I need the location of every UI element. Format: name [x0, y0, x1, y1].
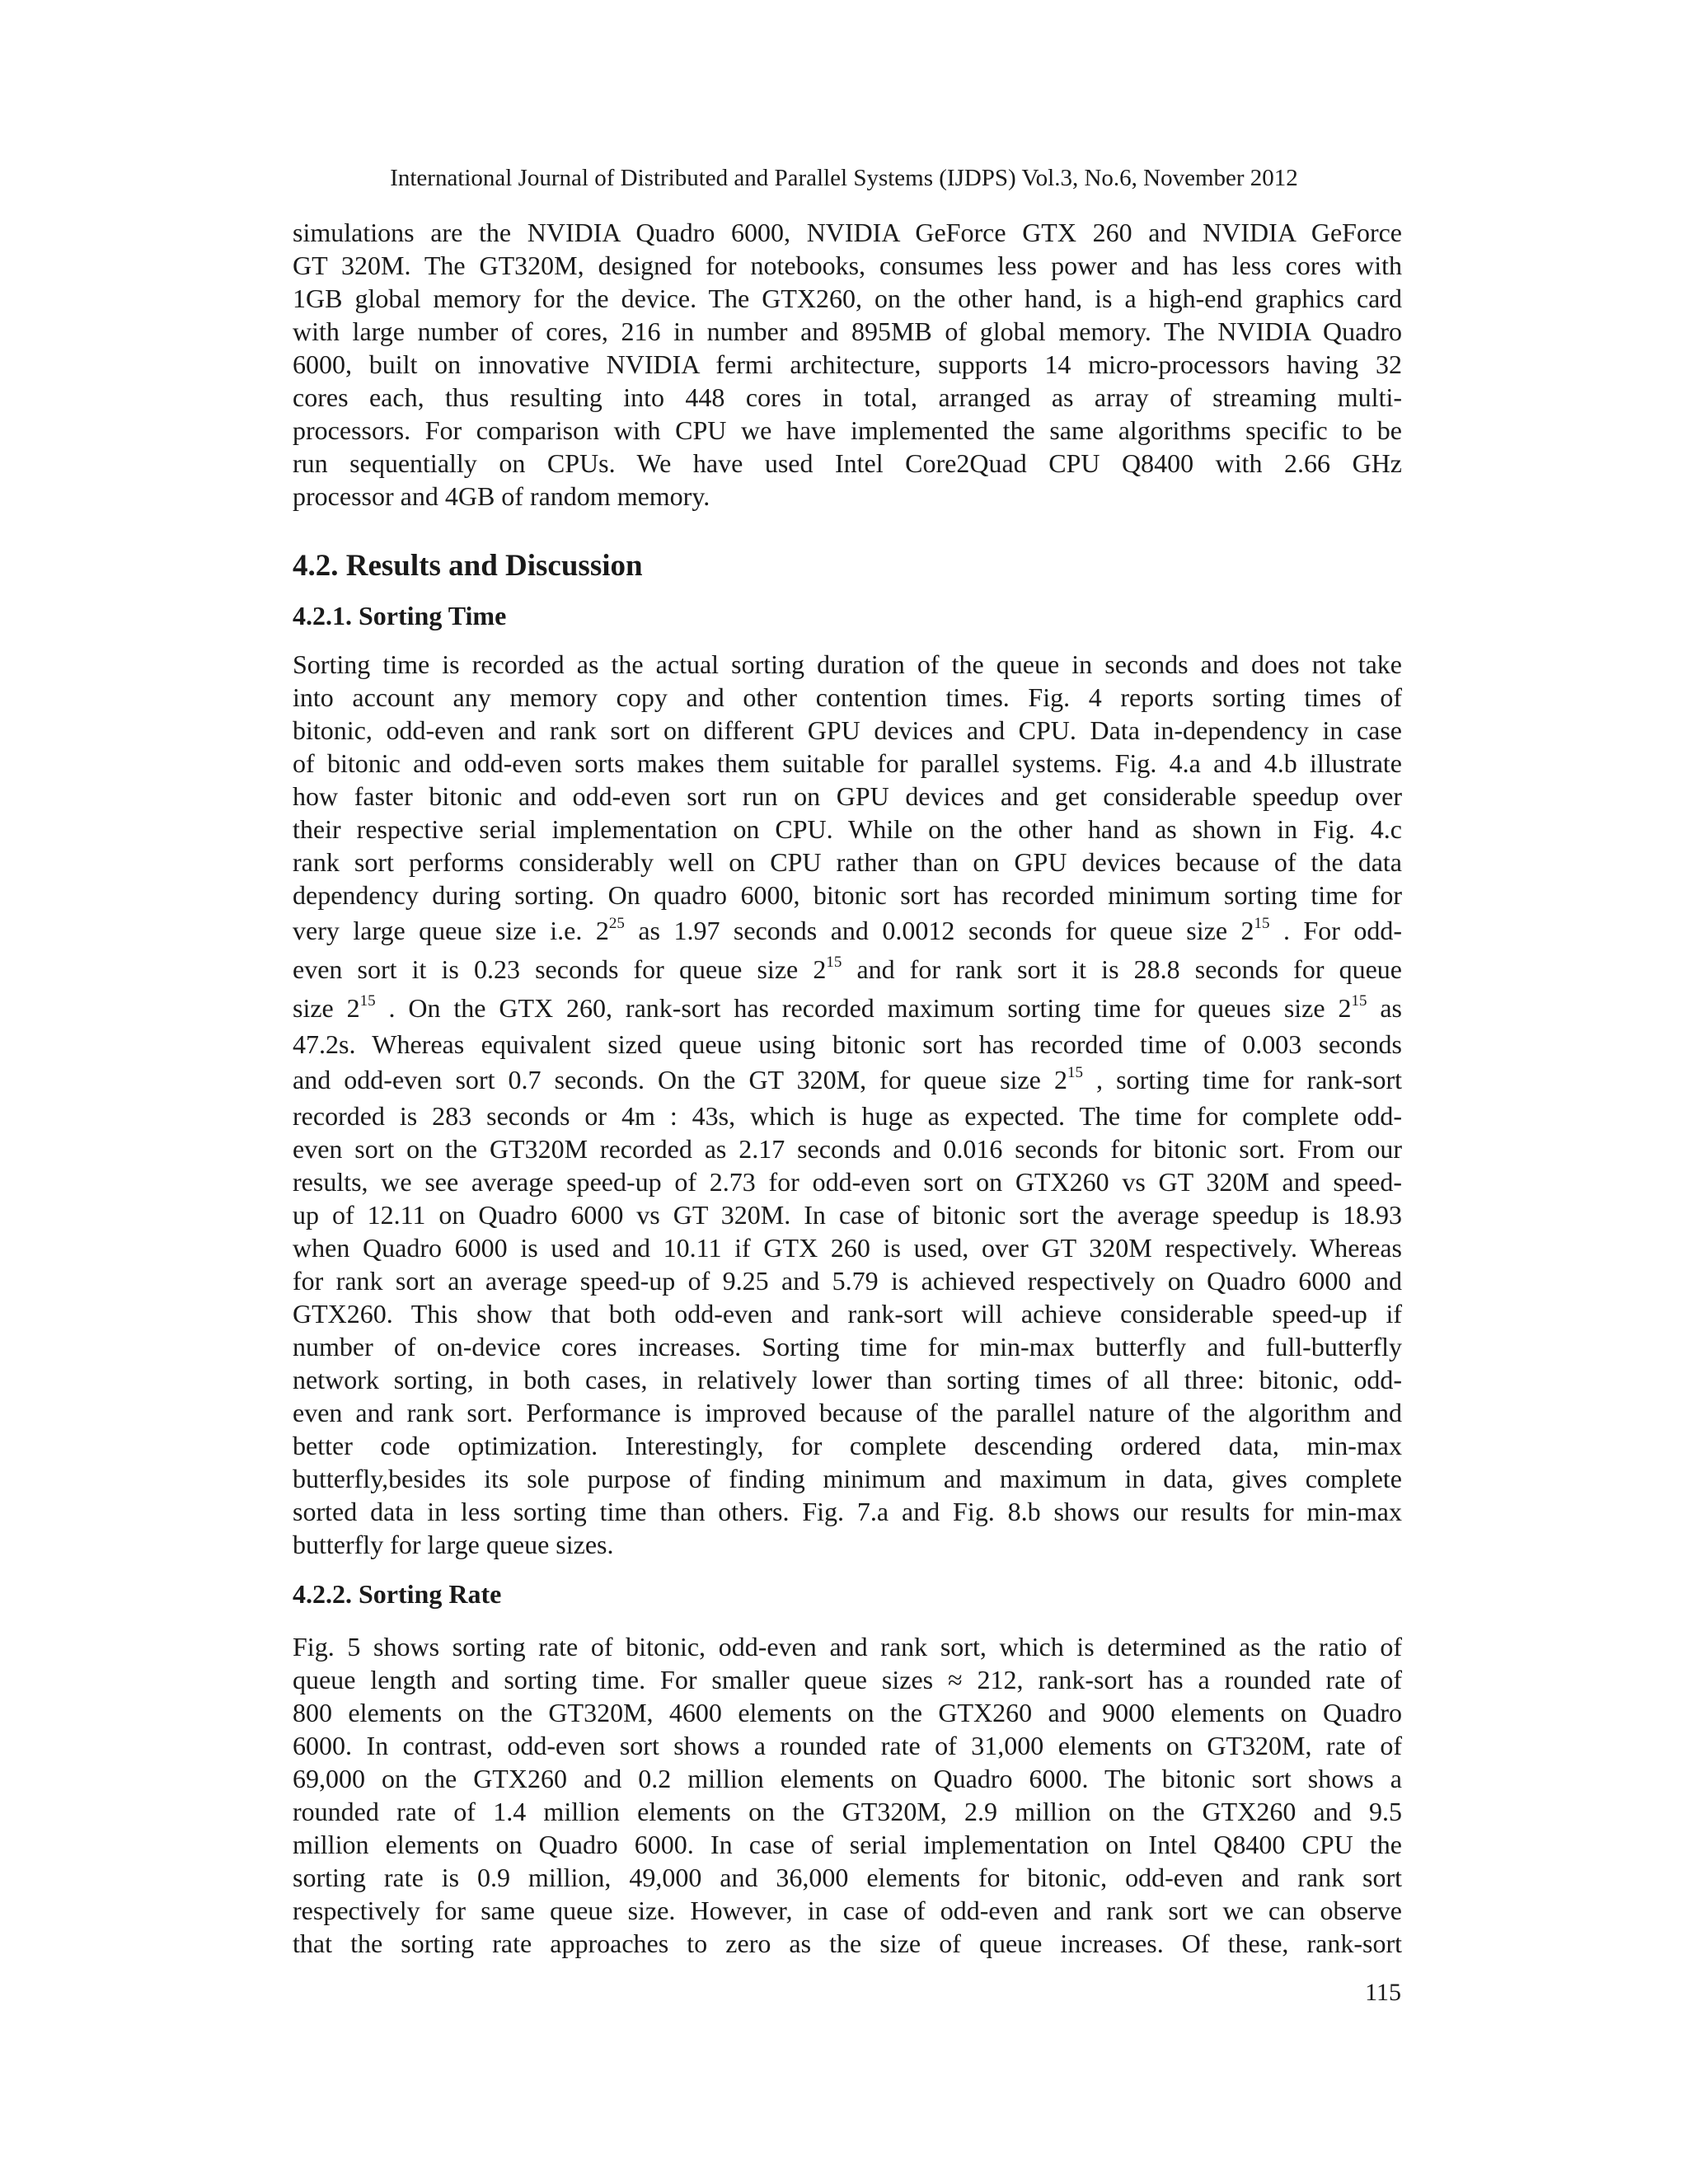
- text-line: dependency during sorting. On quadro 6000, bitonic sort has recorded minimum sorting time for: [293, 880, 1402, 910]
- text-line: 6000. In contrast, odd-even sort shows a rounded rate of 31,000 elements on GT320M, rate of: [293, 1731, 1402, 1760]
- text-line-with-exponent: [293, 912, 1402, 950]
- text-line: their respective serial implementation on CPU. While on the other hand as shown in Fig. 4.c: [293, 814, 1402, 844]
- subsection-heading-sorting-rate: 4.2.2. Sorting Rate: [293, 1579, 502, 1609]
- text-line: 69,000 on the GTX260 and 0.2 million elements on Quadro 6000. The bitonic sort shows a: [293, 1764, 1402, 1793]
- text-line: for rank sort an average speed-up of 9.25 and 5.79 is achieved respectively on Quadro 6000 and: [293, 1266, 1402, 1296]
- sorting-rate-paragraph: [293, 1630, 1402, 1960]
- text-line: results, we see average speed-up of 2.73 for odd-even sort on GTX260 vs GT 320M and speed-: [293, 1167, 1402, 1197]
- intro-paragraph: [293, 216, 1402, 513]
- text-line: GTX260. This show that both odd-even and rank-sort will achieve considerable speed-up if: [293, 1299, 1402, 1329]
- text-line: 47.2s. Whereas equivalent sized queue using bitonic sort has recorded time of 0.003 seconds: [293, 1029, 1402, 1059]
- text-line: recorded is 283 seconds or 4m : 43s, which is huge as expected. The time for complete odd-: [293, 1101, 1402, 1131]
- text-line: even and rank sort. Performance is improved because of the parallel nature of the algorithm and: [293, 1398, 1402, 1427]
- text-line: sorting rate is 0.9 million, 49,000 and 36,000 elements for bitonic, odd-even and rank sort: [293, 1863, 1402, 1892]
- text-line: cores each, thus resulting into 448 cores in total, arranged as array of streaming multi-: [293, 382, 1402, 412]
- text-line: queue length and sorting time. For smaller queue sizes ≈ 212, rank-sort has a rounded rate of: [293, 1665, 1402, 1694]
- text-line: with large number of cores, 216 in number and 895MB of global memory. The NVIDIA Quadro: [293, 316, 1402, 346]
- text-line: million elements on Quadro 6000. In case of serial implementation on Intel Q8400 CPU the: [293, 1830, 1402, 1859]
- exponent: 15: [359, 992, 376, 1010]
- section-heading: 4.2. Results and Discussion: [293, 549, 643, 583]
- text-segment: as: [1367, 993, 1403, 1023]
- text-line-with-exponent: [293, 1061, 1402, 1099]
- exponent: 25: [608, 915, 625, 933]
- text-line: of bitonic and odd-even sorts makes them suitable for parallel systems. Fig. 4.a and 4.b illustrate: [293, 748, 1402, 778]
- text-line: rank sort performs considerably well on CPU rather than on GPU devices because of the data: [293, 847, 1402, 877]
- text-line: sorted data in less sorting time than others. Fig. 7.a and Fig. 8.b shows our results for min-max: [293, 1497, 1402, 1526]
- text-line: butterfly for large queue sizes.: [293, 1530, 614, 1559]
- text-segment: . On the GTX 260, rank-sort has recorded maximum sorting time for queues size: [375, 993, 1339, 1023]
- text-line: simulations are the NVIDIA Quadro 6000, NVIDIA GeForce GTX 260 and NVIDIA GeForce: [293, 218, 1402, 247]
- text-segment: even sort it is 0.23 seconds for queue size: [293, 954, 814, 984]
- text-segment: as 1.97 seconds and 0.0012 seconds for queue size: [624, 916, 1241, 945]
- text-line: better code optimization. Interestingly, for complete descending ordered data, min-max: [293, 1431, 1402, 1460]
- text-line: into account any memory copy and other contention times. Fig. 4 reports sorting times of: [293, 682, 1402, 712]
- power-base: 2: [595, 916, 609, 945]
- text-line: when Quadro 6000 is used and 10.11 if GTX 260 is used, over GT 320M respectively. Whereas: [293, 1233, 1402, 1263]
- text-line: bitonic, odd-even and rank sort on different GPU devices and CPU. Data in-dependency in case: [293, 715, 1402, 745]
- text-line-with-exponent: [293, 989, 1402, 1028]
- text-line: number of on-device cores increases. Sorting time for min-max butterfly and full-butterfly: [293, 1332, 1402, 1361]
- text-line: 6000, built on innovative NVIDIA fermi architecture, supports 14 micro-processors having 32: [293, 349, 1402, 379]
- text-segment: . For odd-: [1269, 916, 1403, 945]
- text-line: how faster bitonic and odd-even sort run on GPU devices and get considerable speedup over: [293, 781, 1402, 811]
- power-base: 2: [1240, 916, 1254, 945]
- text-line: even sort on the GT320M recorded as 2.17 seconds and 0.016 seconds for bitonic sort. From our: [293, 1134, 1402, 1164]
- text-line: rounded rate of 1.4 million elements on the GT320M, 2.9 million on the GTX260 and 9.5: [293, 1797, 1402, 1826]
- text-segment: , sorting time for rank-sort: [1082, 1065, 1403, 1094]
- text-line: run sequentially on CPUs. We have used Intel Core2Quad CPU Q8400 with 2.66 GHz: [293, 448, 1402, 478]
- power-base: 2: [346, 993, 360, 1023]
- exponent: 15: [1351, 992, 1367, 1010]
- text-line: that the sorting rate approaches to zero as the size of queue increases. Of these, rank-sort: [293, 1929, 1402, 1958]
- exponent: 15: [1254, 915, 1270, 933]
- power-base: 2: [1053, 1065, 1067, 1094]
- text-line: GT 320M. The GT320M, designed for notebooks, consumes less power and has less cores with: [293, 251, 1402, 280]
- text-line: 1GB global memory for the device. The GTX260, on the other hand, is a high-end graphics card: [293, 284, 1402, 313]
- exponent: 15: [826, 954, 842, 972]
- exponent: 15: [1067, 1064, 1083, 1082]
- text-line: processor and 4GB of random memory.: [293, 481, 710, 511]
- text-line: respectively for same queue size. However, in case of odd-even and rank sort we can observe: [293, 1896, 1402, 1925]
- text-line: Sorting time is recorded as the actual sorting duration of the queue in seconds and does not take: [293, 649, 1402, 679]
- power-base: 2: [1338, 993, 1352, 1023]
- text-line: network sorting, in both cases, in relatively lower than sorting times of all three: bitonic, odd-: [293, 1365, 1402, 1394]
- text-line: butterfly,besides its sole purpose of finding minimum and maximum in data, gives complete: [293, 1464, 1402, 1493]
- text-segment: and odd-even sort 0.7 seconds. On the GT 320M, for queue size: [293, 1065, 1054, 1094]
- text-line: 800 elements on the GT320M, 4600 elements on the GTX260 and 9000 elements on Quadro: [293, 1698, 1402, 1727]
- text-line: up of 12.11 on Quadro 6000 vs GT 320M. In case of bitonic sort the average speedup is 18.93: [293, 1200, 1402, 1230]
- text-line: Fig. 5 shows sorting rate of bitonic, odd-even and rank sort, which is determined as the ratio of: [293, 1632, 1402, 1661]
- sorting-time-paragraph: [293, 648, 1402, 1561]
- text-line-with-exponent: [293, 950, 1402, 989]
- subsection-heading-sorting-time: 4.2.1. Sorting Time: [293, 601, 507, 630]
- text-segment: and for rank sort it is 28.8 seconds for queue: [842, 954, 1403, 984]
- text-segment: very large queue size i.e.: [293, 916, 596, 945]
- text-line: processors. For comparison with CPU we have implemented the same algorithms specific to be: [293, 415, 1402, 445]
- page-number: 115: [1365, 1979, 1401, 2006]
- running-header: International Journal of Distributed and Parallel Systems (IJDPS) Vol.3, No.6, November 2012: [390, 165, 1298, 191]
- power-base: 2: [813, 954, 827, 984]
- text-segment: size: [293, 993, 347, 1023]
